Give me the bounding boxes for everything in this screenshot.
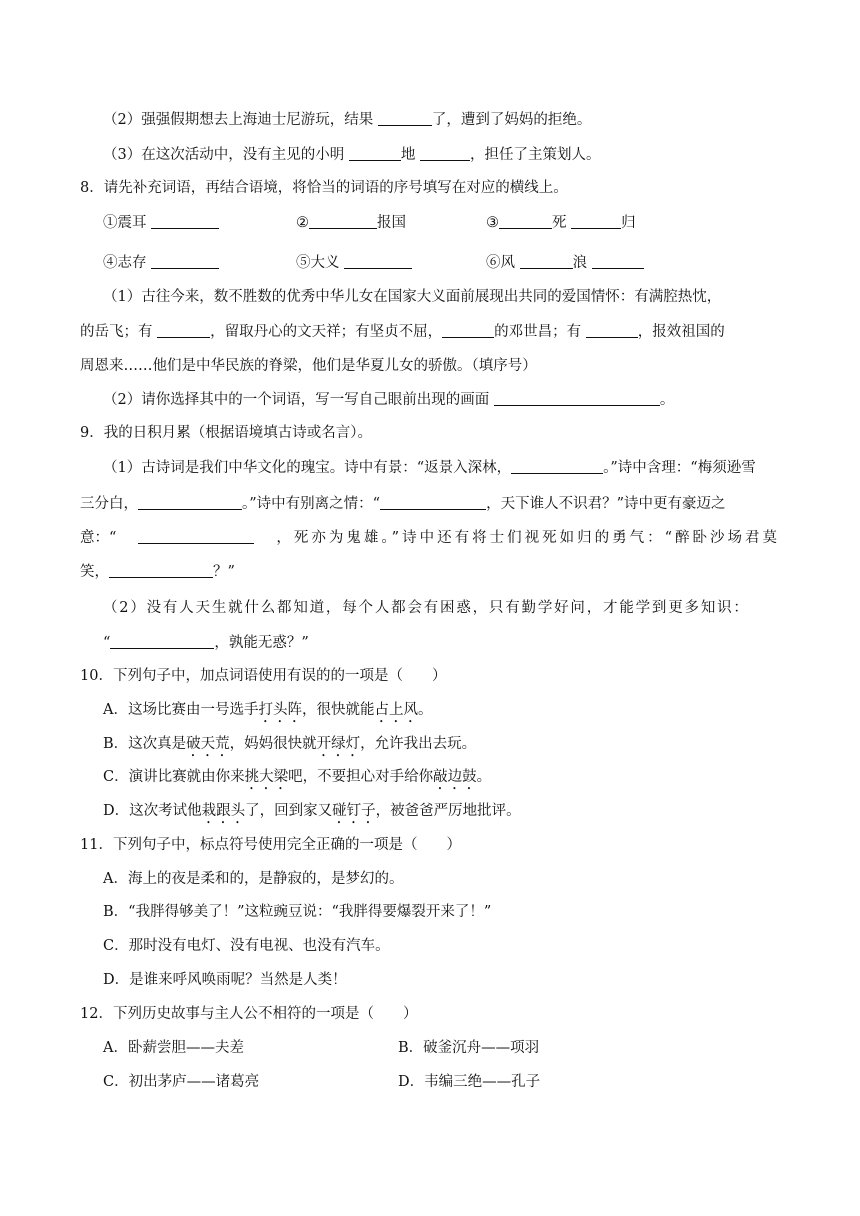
q9-line-6: “ ，孰能无惑？” [103,635,309,651]
q11-option-d[interactable]: D．是谁来呼风唤雨呢？当然是人类！ [103,972,347,988]
answer-blank[interactable] [442,322,494,338]
q11-option-b[interactable]: B．“我胖得够美了！”这粒豌豆说：“我胖得要爆裂开来了！” [103,904,492,920]
q8-part1-line1: （1）古往今来，数不胜数的优秀中华儿女在国家大义面前展现出共同的爱国情怀：有满腔热忱， [103,289,722,305]
q12-stem: 12．下列历史故事与主人公不相符的一项是（ ） [80,1006,418,1022]
answer-blank[interactable] [151,213,219,229]
q9-line-2: 三分白， 。”诗中有别离之情：“ ，天下谁人不识君？”诗中更有豪迈之 [80,496,726,512]
answer-blank[interactable] [138,528,254,544]
answer-blank[interactable] [157,322,210,338]
q8-word-4: ④志存 [103,253,219,273]
q8-part2: （2）请你选择其中的一个词语，写一写自己眼前出现的画面 。 [103,392,675,408]
q8-word-6: ⑥风 浪 [486,253,644,273]
q10-option-b[interactable]: B．这次真是破天荒，妈妈很快就开绿灯，允许我出去玩。 [103,736,477,752]
dotted-phrase: 挑大梁 [244,769,289,785]
q8-word-1: ①震耳 [103,213,219,233]
q11-option-c[interactable]: C．那时没有电灯、没有电视、也没有汽车。 [103,938,390,954]
q8-part1-line2: 的岳飞；有 ，留取丹心的文天祥；有坚贞不屈， 的邓世昌；有 ，报效祖国的 [80,324,725,340]
q12-option-b[interactable]: B．破釜沉舟——项羽 [398,1040,540,1056]
answer-blank[interactable] [138,494,242,510]
q7-item-2: （2）强强假期想去上海迪士尼游玩，结果 了，遭到了妈妈的拒绝。 [103,112,592,128]
answer-blank[interactable] [309,213,377,229]
answer-blank[interactable] [420,145,470,161]
q10-option-a[interactable]: A．这场比赛由一号选手打头阵，很快就能占上风。 [103,702,433,718]
answer-blank[interactable] [586,322,638,338]
answer-blank[interactable] [494,390,660,406]
dotted-phrase: 栽跟头 [201,803,246,819]
q12-option-c[interactable]: C．初出茅庐——诸葛亮 [103,1074,260,1090]
q9-line-3: 意：“ ，死亦为鬼雄。”诗中还有将士们视死如归的勇气：“醉卧沙场君莫 [80,530,780,546]
q12-option-d[interactable]: D．韦编三绝——孔子 [398,1074,541,1090]
answer-blank[interactable] [499,213,552,229]
q8-word-5: ⑤大义 [296,253,412,273]
q9-stem: 9．我的日积月累（根据语境填古诗或名言）。 [80,425,372,441]
dotted-phrase: 打头阵 [258,702,302,718]
dotted-phrase: 碰钉子 [332,803,376,819]
q8-word-3: ③ 死 归 [486,215,636,231]
answer-blank[interactable] [378,110,432,126]
q8-word-2: ② 报国 [296,215,406,231]
q8-part1-line3: 周恩来……他们是中华民族的脊梁，他们是华夏儿女的骄傲。（填序号） [80,358,537,374]
answer-blank[interactable] [571,213,621,229]
answer-blank[interactable] [109,562,213,578]
answer-blank[interactable] [151,253,219,269]
q12-option-a[interactable]: A．卧薪尝胆——夫差 [103,1040,244,1056]
answer-blank[interactable] [592,253,644,269]
q10-option-c[interactable]: C．演讲比赛就由你来挑大梁吧，不要担心对手给你敲边鼓。 [103,769,492,785]
q10-option-d[interactable]: D．这次考试他栽跟头了，回到家又碰钉子，被爸爸严厉地批评。 [103,803,521,819]
q8-stem: 8．请先补充词语，再结合语境，将恰当的词语的序号填写在对应的横线上。 [80,180,568,196]
q10-stem: 10．下列句子中，加点词语使用有误的的一项是（ ） [80,668,447,684]
answer-blank[interactable] [344,253,412,269]
q9-line-5: （2）没有人天生就什么都知道，每个人都会有困惑，只有勤学好问，才能学到更多知识： [103,600,750,616]
q9-line-4: 笑， ？” [80,564,235,580]
answer-blank[interactable] [110,633,214,649]
q7-item-3: （3）在这次活动中，没有主见的小明 地 ，担任了主策划人。 [103,147,601,163]
answer-blank[interactable] [349,145,401,161]
dotted-phrase: 开绿灯 [316,736,361,752]
dotted-phrase: 占上风 [374,702,418,718]
q11-option-a[interactable]: A．海上的夜是柔和的，是静寂的，是梦幻的。 [103,871,404,887]
dotted-phrase: 破天荒 [186,736,230,752]
q9-line-1: （1）古诗词是我们中华文化的瑰宝。诗中有景：“返景入深林， 。”诗中含理：“梅须逊雪 [103,460,756,476]
dotted-phrase: 敲边鼓 [433,769,477,785]
answer-blank[interactable] [380,494,486,510]
answer-blank[interactable] [520,253,573,269]
answer-blank[interactable] [511,458,603,474]
q11-stem: 11．下列句子中，标点符号使用完全正确的一项是（ ） [80,837,461,853]
